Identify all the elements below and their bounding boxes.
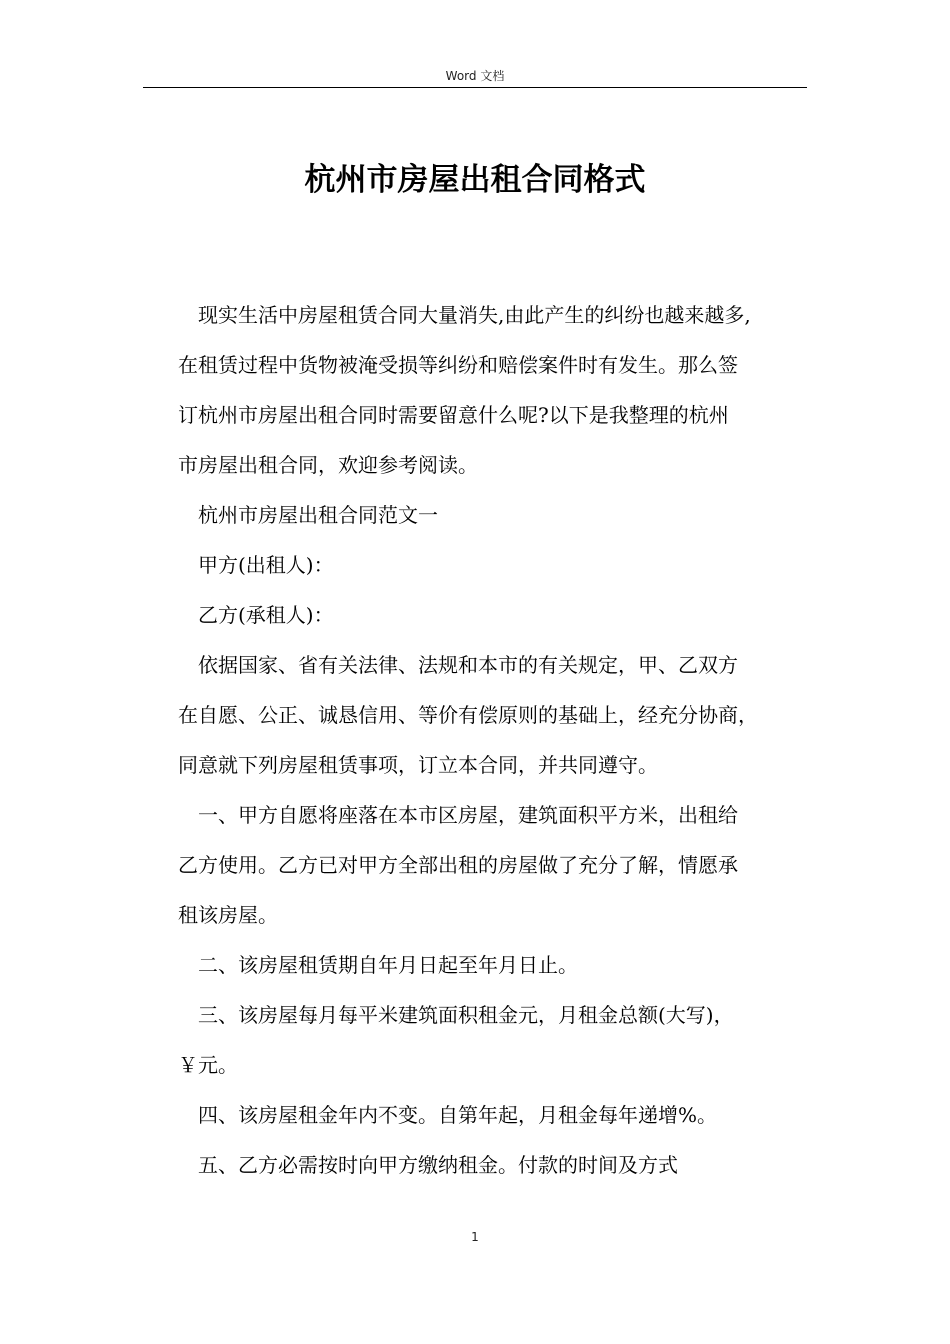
paragraph-party-b (178, 590, 810, 640)
paragraph-clause-2 (178, 940, 810, 990)
page-number: 1 (471, 1230, 479, 1244)
text-line: 一、甲方自愿将座落在本市区房屋，建筑面积平方米，出租给 (198, 803, 738, 827)
paragraph-clause-3 (178, 990, 810, 1090)
page-header-label: Word 文档 (445, 69, 505, 83)
text-line: 三、该房屋每月每平米建筑面积租金元，月租金总额(大写)， (198, 1003, 734, 1027)
text-line: 二、该房屋租赁期自年月日起至年月日止。 (198, 953, 578, 977)
paragraph-clause-4 (178, 1090, 810, 1140)
text-line: 租该房屋。 (178, 903, 278, 927)
text-line: 在租赁过程中货物被淹受损等纠纷和赔偿案件时有发生。那么签 (178, 353, 738, 377)
text-line: 甲方(出租人)： (198, 553, 334, 577)
text-line: 乙方使用。乙方已对甲方全部出租的房屋做了充分了解，情愿承 (178, 853, 738, 877)
text-line: 五、乙方必需按时向甲方缴纳租金。付款的时间及方式 (198, 1153, 678, 1177)
paragraph-party-a (178, 540, 810, 590)
text-line: 依据国家、省有关法律、法规和本市的有关规定，甲、乙双方 (198, 653, 738, 677)
text-line: 乙方(承租人)： (198, 603, 334, 627)
header-divider (143, 87, 807, 88)
text-line: 同意就下列房屋租赁事项，订立本合同，并共同遵守。 (178, 753, 658, 777)
text-line: 订杭州市房屋出租合同时需要留意什么呢?以下是我整理的杭州 (178, 403, 729, 427)
text-line: 杭州市房屋出租合同范文一 (198, 503, 438, 527)
paragraph-preamble (178, 640, 810, 790)
text-line: 市房屋出租合同，欢迎参考阅读。 (178, 453, 478, 477)
text-line: 在自愿、公正、诚恳信用、等价有偿原则的基础上，经充分协商， (178, 703, 758, 727)
document-body (178, 290, 810, 1190)
document-title: 杭州市房屋出租合同格式 (304, 162, 646, 198)
text-line: 四、该房屋租金年内不变。自第年起，月租金每年递增%。 (198, 1103, 718, 1127)
text-line: ￥元。 (178, 1053, 238, 1077)
text-line: 现实生活中房屋租赁合同大量消失,由此产生的纠纷也越来越多, (198, 303, 751, 327)
paragraph-clause-1 (178, 790, 810, 940)
paragraph-sample-heading (178, 490, 810, 540)
paragraph-clause-5 (178, 1140, 810, 1190)
paragraph-intro (178, 290, 810, 490)
